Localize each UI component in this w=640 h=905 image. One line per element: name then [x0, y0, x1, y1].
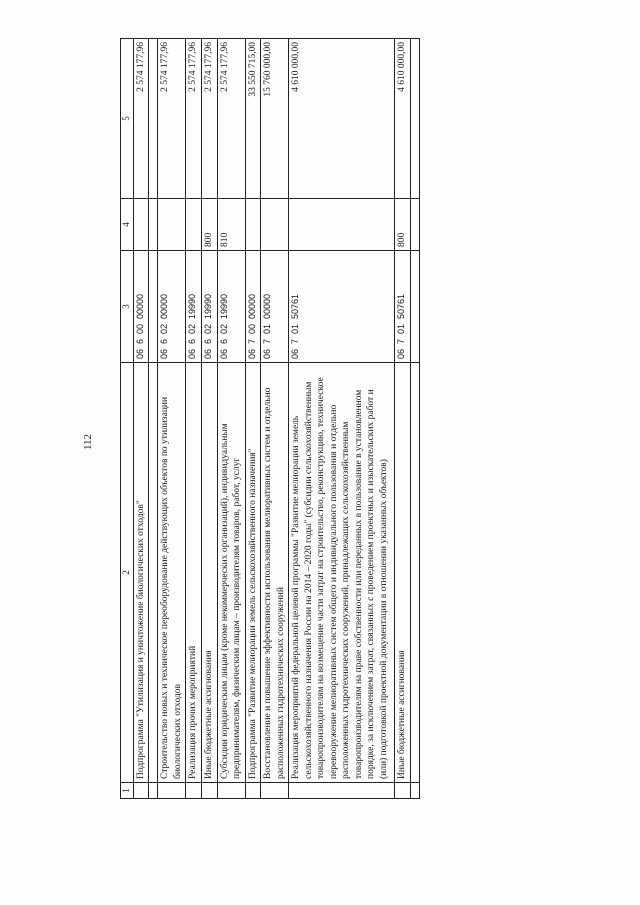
row-sum: 2 574 177,96 — [217, 39, 245, 199]
row-vr: 810 — [217, 199, 245, 251]
empty-cell — [133, 783, 149, 799]
row-name: Подпрограмма "Утилизация и уничтожение биологических отходов" — [133, 363, 149, 783]
row-vr — [133, 199, 149, 251]
table-row — [245, 39, 261, 799]
row-name: Восстановление и повышение эффективности использования мелиоративных систем и отдельно расположенных гидротехнических сооружений — [261, 363, 289, 783]
row-code: 06 6 02 00000 — [158, 251, 186, 363]
row-name: Иные бюджетные ассигнования — [202, 363, 218, 783]
header-col-1: 1 — [121, 783, 134, 799]
table-row — [289, 39, 395, 799]
row-sum: 4 610 000,00 — [289, 39, 395, 199]
empty-cell — [395, 783, 411, 799]
header-col-2: 2 — [121, 363, 134, 783]
row-code: 06 6 02 19990 — [186, 251, 202, 363]
header-col-3: 3 — [121, 251, 134, 363]
table-row — [133, 39, 149, 799]
row-name: Подпрограмма "Развитие мелиорации земель сельскохозяйственного назначения" — [245, 363, 261, 783]
table-row — [217, 39, 245, 799]
header-row — [121, 39, 134, 799]
row-vr: 800 — [202, 199, 218, 251]
table-row — [186, 39, 202, 799]
table-row — [158, 39, 186, 799]
empty-cell — [158, 783, 186, 799]
empty-cell — [186, 783, 202, 799]
empty-cell — [202, 783, 218, 799]
row-vr — [245, 199, 261, 251]
row-name: Реализация мероприятий федеральной целевой программы "Развитие мелиорации земель сельскохозяйственного назначения России на 2014 – 2020 годы" (субсидии сельскохозяйственным товаропроизводителям на возмещение части затрат на строительство, реконструкцию, техническое перевооружение мелиоративных систем общего и индивидуального пользования и отдельно расположенных гидротехнических сооружений, принадлежащих сельскохозяйственным товаропроизводителям на праве собственности или переданных в пользование в установленном порядке, за исключением затрат, связанных с проведением проектных и изыскательских работ и (или) подготовкой проектной документации в отношении указанных объектов) — [289, 363, 395, 783]
table-row — [261, 39, 289, 799]
row-code: 06 6 02 19990 — [217, 251, 245, 363]
row-code: 06 7 01 00000 — [261, 251, 289, 363]
row-name: Реализация прочих мероприятий — [186, 363, 202, 783]
row-name: Строительство новых и техническое переоборудование действующих объектов по утилизации биологических отходов — [158, 363, 186, 783]
rotated-table-container — [120, 39, 590, 799]
row-code: 06 7 00 00000 — [245, 251, 261, 363]
empty-cell — [261, 783, 289, 799]
row-sum: 2 574 177,96 — [186, 39, 202, 199]
budget-table — [120, 38, 420, 799]
table-row — [395, 39, 411, 799]
row-sum: 33 550 715,00 — [245, 39, 261, 199]
header-col-5: 5 — [121, 39, 134, 199]
row-vr: 800 — [395, 199, 411, 251]
row-vr — [158, 199, 186, 251]
row-vr — [289, 199, 395, 251]
row-name: Субсидии юридическим лицам (кроме некоммерческих организаций), индивидуальным предпринимателям, физическим лицам – производителям товаров, работ, услуг — [217, 363, 245, 783]
row-code: 06 6 02 19990 — [202, 251, 218, 363]
table-row — [202, 39, 218, 799]
page-number: 112 — [82, 433, 95, 451]
spacer-row — [410, 39, 419, 799]
row-code: 06 6 00 00000 — [133, 251, 149, 363]
empty-cell — [245, 783, 261, 799]
empty-cell — [217, 783, 245, 799]
header-col-4: 4 — [121, 199, 134, 251]
row-sum: 15 760 000,00 — [261, 39, 289, 199]
row-sum: 4 610 000,00 — [395, 39, 411, 199]
spacer-row — [149, 39, 158, 799]
row-code: 06 7 01 50761 — [395, 251, 411, 363]
empty-cell — [289, 783, 395, 799]
row-sum: 2 574 177,96 — [202, 39, 218, 199]
row-sum: 2 574 177,96 — [133, 39, 149, 199]
row-sum: 2 574 177,96 — [158, 39, 186, 199]
row-vr — [186, 199, 202, 251]
row-code: 06 7 01 50761 — [289, 251, 395, 363]
row-vr — [261, 199, 289, 251]
row-name: Иные бюджетные ассигнования — [395, 363, 411, 783]
